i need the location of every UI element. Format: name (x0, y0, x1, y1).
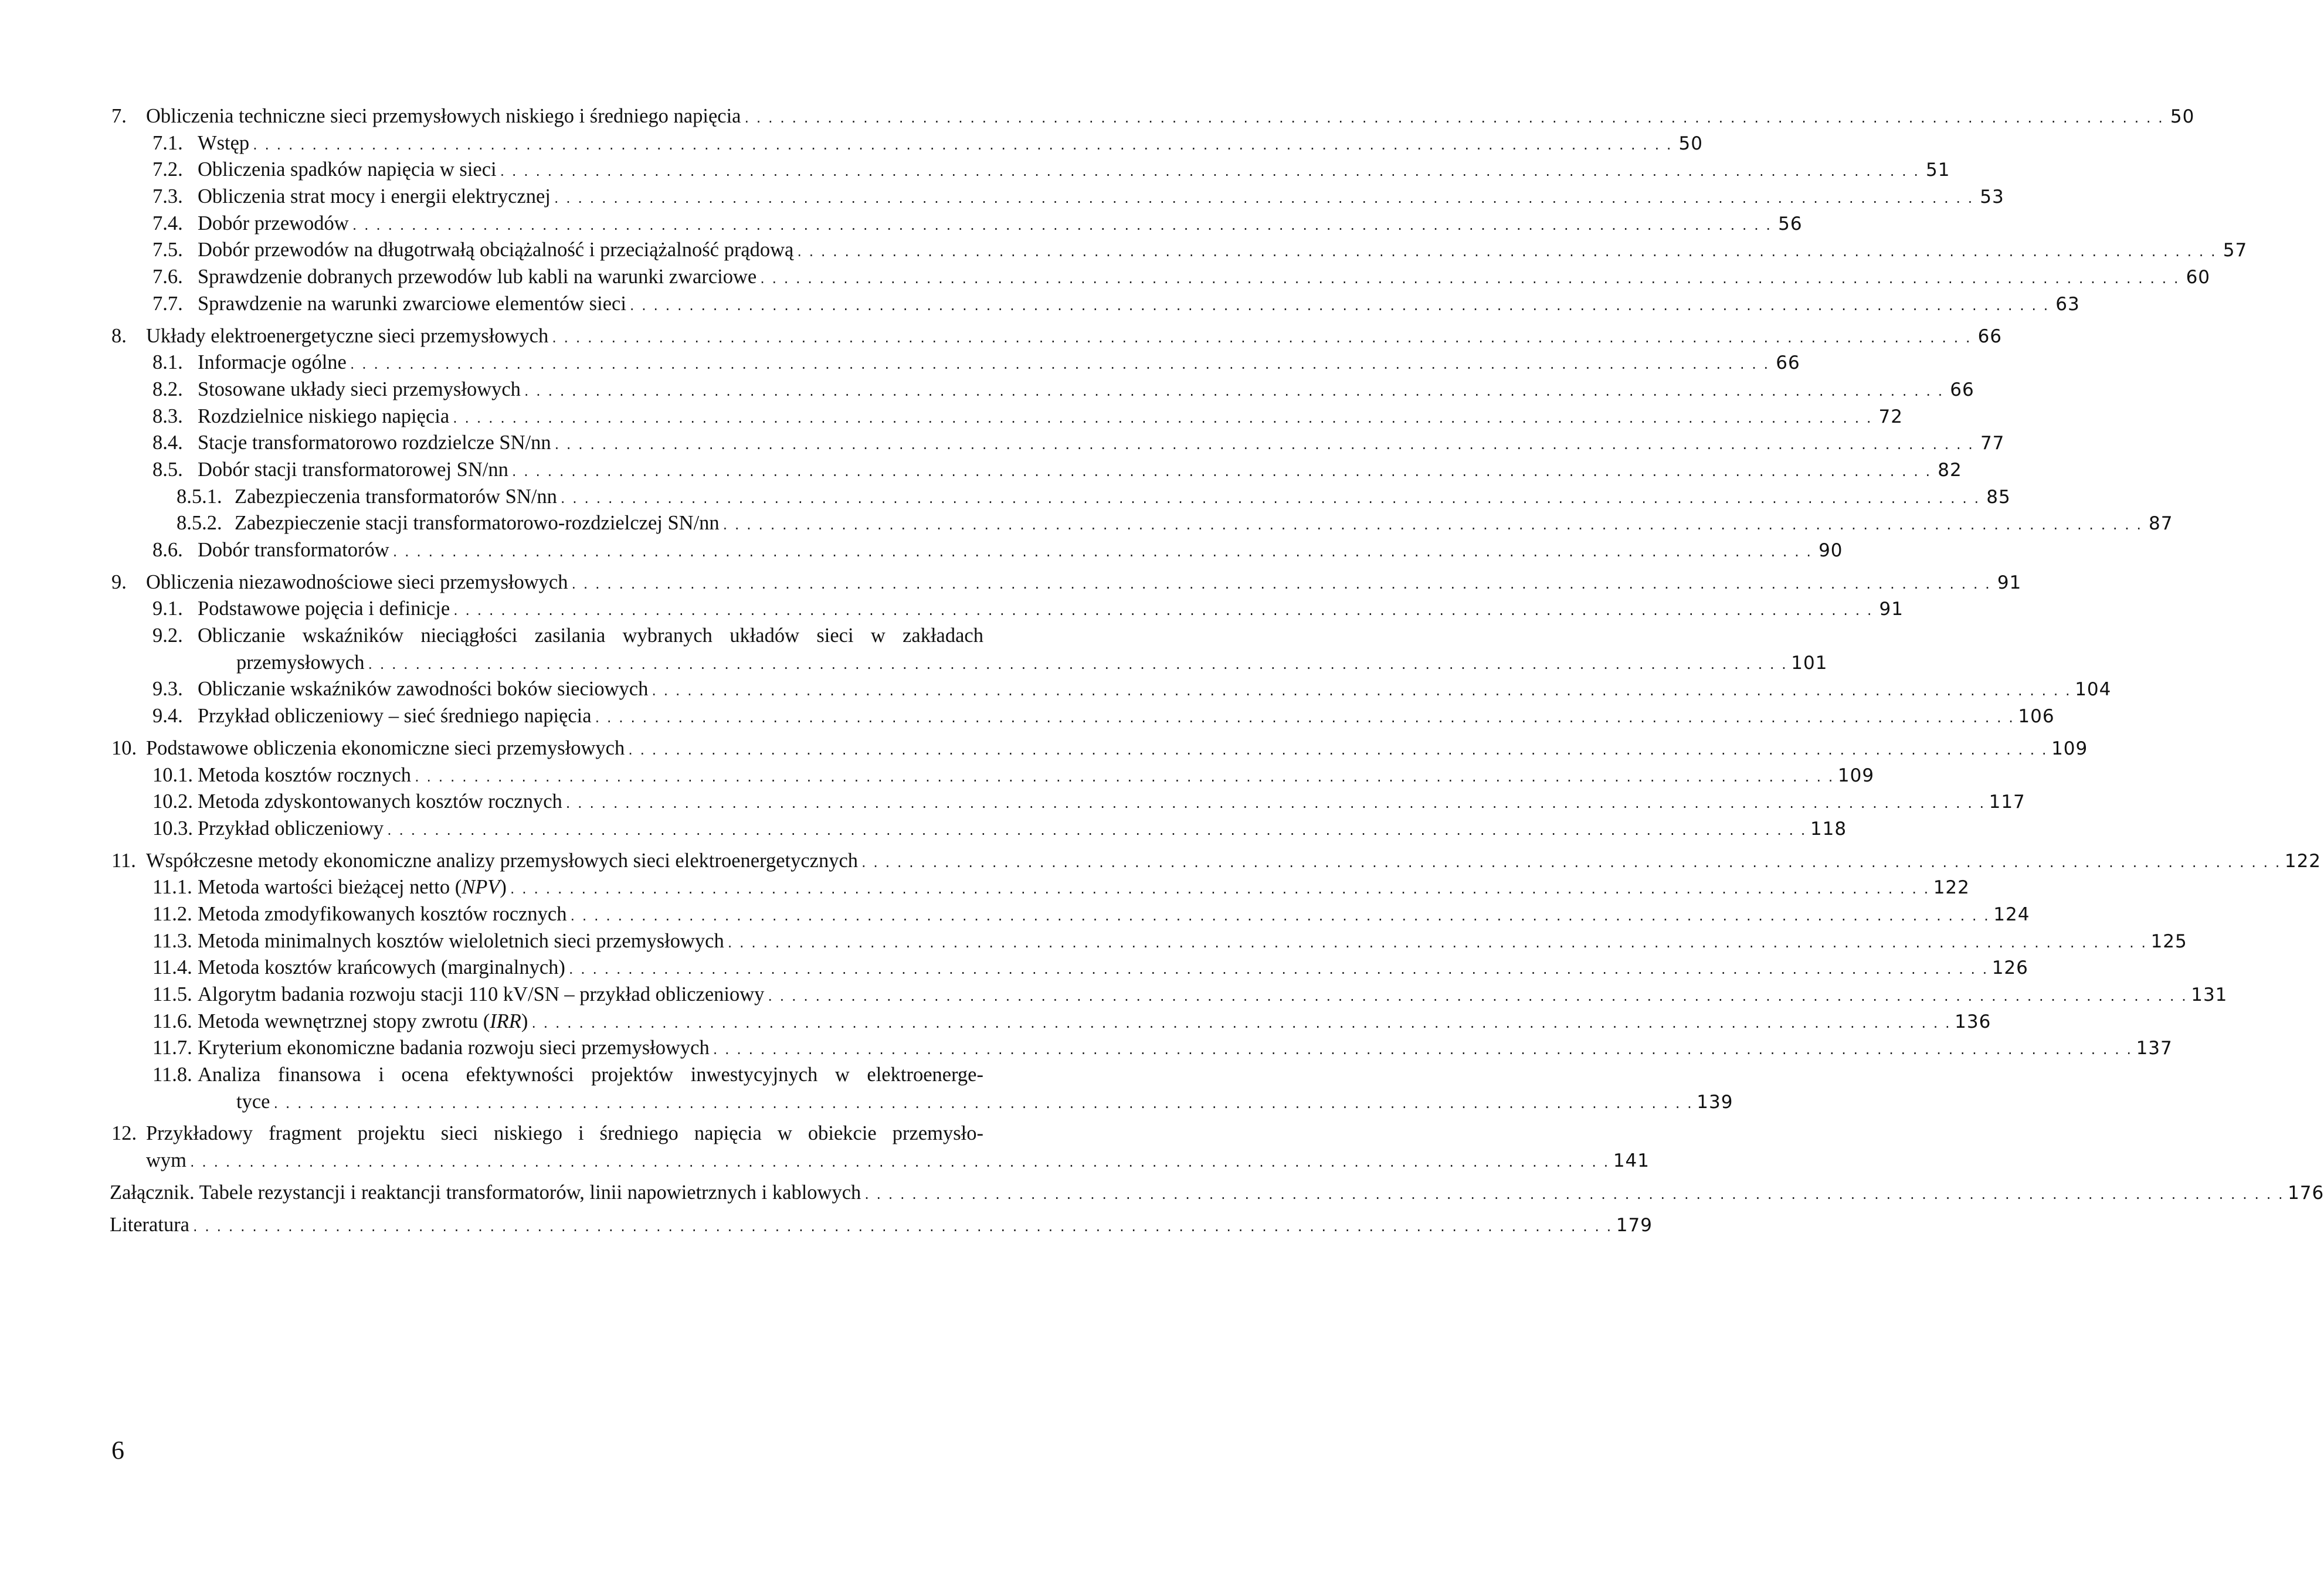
toc-entry-title: Metoda wartości bieżącej netto (NPV) (198, 876, 507, 899)
toc-entry-page: 125 (2150, 930, 2187, 952)
dot-leader: . . . . . . . . . . . . . . . . . . . . . . . . . . . . . . . . . . . . . . . . . . . . . . . . . . . . . . . . . . . . . . . . . . . . . . . . . . . . . . . . . . . . . . . . . . . . . . . . . . . . . . . . . . . . . . . . . . . . . . . . (595, 709, 2015, 726)
dot-leader: . . . . . . . . . . . . . . . . . . . . . . . . . . . . . . . . . . . . . . . . . . . . . . . . . . . . . . . . . . . . . . . . . . . . . . . . . . . . . . . . . . . . . . . . . . . . . . . . . . . . . . . . . . . . . . . . . . . . . . . . (524, 382, 1944, 399)
toc-entry-page: 82 (1938, 459, 1962, 481)
dot-leader: . . . . . . . . . . . . . . . . . . . . . . . . . . . . . . . . . . . . . . . . . . . . . . . . . . . . . . . . . . . . . . . . . . . . . . . . . . . . . . . . . . . . . . . . . . . . . . . . . . . . . . . . . . . . . . . . . . . . . . . . (415, 768, 1834, 785)
toc-entry-page: 66 (1977, 325, 2003, 347)
dot-leader: . . . . . . . . . . . . . . . . . . . . . . . . . . . . . . . . . . . . . . . . . . . . . . . . . . . . . . . . . . . . . . . . . . . . . . . . . . . . . . . . . . . . . . . . . . . . . . . . . . . . . . . . . . . . . . . . . . . . . . . . (253, 136, 1672, 153)
toc-entry-title: Analiza finansowa i ocena efektywności projektów inwestycyjnych w elektroenerge- (198, 1064, 983, 1086)
toc-entry-number: 8.5.1. (177, 485, 222, 508)
toc-entry-title-continuation: tyce (236, 1090, 270, 1113)
toc-entry-page: 91 (1997, 572, 2022, 593)
toc-entry-number: 11.2. (152, 902, 192, 925)
toc-entry-title: Obliczenia techniczne sieci przemysłowych niskiego i średniego napięcia (146, 105, 741, 127)
toc-entry-number: 11.6. (152, 1010, 192, 1032)
toc-entry-title-continuation: przemysłowych (236, 651, 365, 674)
toc-entry (110, 1120, 1650, 1174)
toc-entry-number: 9.1. (152, 597, 183, 620)
toc-entry-title: Zabezpieczenie stacji transformatorowo-rozdzielczej SN/nn (235, 512, 720, 535)
toc-entry (110, 901, 2030, 928)
dot-leader: . . . . . . . . . . . . . . . . . . . . . . . . . . . . . . . . . . . . . . . . . . . . . . . . . . . . . . . . . . . . . . . . . . . . . . . . . . . . . . . . . . . . . . . . . . . . . . . . . . . . . . . . . . . . . . . . . . . . . . . . (722, 517, 2143, 534)
toc-entry-title: Wstęp (198, 131, 250, 154)
toc-entry-title: Przykład obliczeniowy – sieć średniego napięcia (198, 705, 592, 728)
toc-entry (110, 157, 1950, 184)
dot-leader: . . . . . . . . . . . . . . . . . . . . . . . . . . . . . . . . . . . . . . . . . . . . . . . . . . . . . . . . . . . . . . . . . . . . . . . . . . . . . . . . . . . . . . . . . . . . . . . . . . . . . . . . . . . . . . . . . . . . . . . . (531, 1014, 1952, 1031)
toc-entry (110, 1212, 1653, 1239)
toc-entry-page: 60 (2186, 267, 2211, 288)
toc-entry (110, 762, 1875, 789)
toc-entry-page: 51 (1926, 159, 1950, 181)
toc-entry-title: Obliczanie wskaźników zawodności boków sieciowych (198, 678, 649, 701)
toc-entry (110, 1008, 1991, 1035)
toc-entry-page: 126 (1991, 957, 2028, 979)
toc-entry-title: Sprawdzenie na warunki zwarciowe elementów sieci (198, 292, 626, 315)
toc-entry-title: Podstawowe pojęcia i definicje (198, 597, 450, 620)
toc-entry-number: 10.1. (152, 763, 193, 786)
toc-entry-number: 7. (111, 105, 127, 127)
toc-entry (110, 954, 2028, 981)
toc-entry-title: Dobór transformatorów (198, 539, 389, 561)
toc-entry-number: 11.1. (152, 876, 192, 899)
toc-entry-page: 109 (2051, 738, 2088, 759)
toc-entry-page: 50 (2170, 106, 2195, 127)
toc-entry-page: 122 (2284, 850, 2322, 872)
toc-entry (110, 376, 1974, 403)
dot-leader: . . . . . . . . . . . . . . . . . . . . . . . . . . . . . . . . . . . . . . . . . . . . . . . . . . . . . . . . . . . . . . . . . . . . . . . . . . . . . . . . . . . . . . . . . . . . . . . . . . . . . . . . . . . . . . . . . . . . . . . . (352, 216, 1772, 233)
toc-entry (110, 323, 2003, 350)
dot-leader: . . . . . . . . . . . . . . . . . . . . . . . . . . . . . . . . . . . . . . . . . . . . . . . . . . . . . . . . . . . . . . . . . . . . . . . . . . . . . . . . . . . . . . . . . . . . . . . . . . . . . . . . . . . . . . . . . . . . . . . . (560, 490, 1980, 507)
toc-entry-number: 7.7. (152, 292, 183, 315)
toc-entry-number: 8.5.2. (177, 512, 222, 535)
toc-entry-number: 10. (111, 736, 137, 759)
toc-entry-page: 57 (2223, 240, 2248, 261)
toc-entry (110, 210, 1803, 237)
toc-entry-number: 12. (111, 1122, 137, 1145)
toc-entry-page: 136 (1955, 1011, 1991, 1032)
toc-entry-page: 63 (2055, 293, 2080, 315)
toc-entry (110, 403, 1903, 430)
toc-entry-number: 10.3. (152, 817, 193, 840)
toc-entry-abbreviation: IRR (490, 1010, 521, 1032)
toc-entry-title: Metoda kosztów krańcowych (marginalnych) (198, 956, 565, 979)
toc-entry-title: Metoda minimalnych kosztów wieloletnich sieci przemysłowych (198, 929, 724, 952)
toc-entry-title: Algorytm badania rozwoju stacji 110 kV/SN – przykład obliczeniowy (198, 983, 765, 1006)
toc-entry-page: 137 (2136, 1038, 2173, 1059)
toc-entry-title: Układy elektroenergetyczne sieci przemysłowych (146, 324, 549, 347)
toc-entry-title-continuation: wym (146, 1149, 186, 1172)
toc-entry (110, 848, 2322, 875)
toc-entry-number: 7.5. (152, 239, 183, 261)
toc-entry-page: 85 (1986, 486, 2011, 508)
toc-entry-title: Dobór przewodów (198, 212, 349, 235)
dot-leader: . . . . . . . . . . . . . . . . . . . . . . . . . . . . . . . . . . . . . . . . . . . . . . . . . . . . . . . . . . . . . . . . . . . . . . . . . . . . . . . . . . . . . . . . . . . . . . . . . . . . . . . . . . . . . . . . . . . . . . . . (510, 881, 1930, 898)
toc-entry-number: 8.4. (152, 432, 183, 454)
toc-entry (110, 1180, 2324, 1207)
toc-entry-title: Obliczenia spadków napięcia w sieci (198, 158, 497, 181)
toc-entry (110, 676, 2112, 703)
toc-entry-page: 50 (1678, 132, 1703, 154)
toc-entry (110, 789, 2026, 816)
dot-leader: . . . . . . . . . . . . . . . . . . . . . . . . . . . . . . . . . . . . . . . . . . . . . . . . . . . . . . . . . . . . . . . . . . . . . . . . . . . . . . . . . . . . . . . . . . . . . . . . . . . . . . . . . . . . . . . . . . . . . . . . (570, 907, 1990, 924)
dot-leader: . . . . . . . . . . . . . . . . . . . . . . . . . . . . . . . . . . . . . . . . . . . . . . . . . . . . . . . . . . . . . . . . . . . . . . . . . . . . . . . . . . . . . . . . . . . . . . . . . . . . . . . . . . . . . . . . . . . . . . . . (500, 163, 1920, 180)
toc-entry-page: 104 (2075, 679, 2112, 701)
toc-entry (110, 596, 1904, 623)
dot-leader: . . . . . . . . . . . . . . . . . . . . . . . . . . . . . . . . . . . . . . . . . . . . . . . . . . . . . . . . . . . . . . . . . . . . . . . . . . . . . . . . . . . . . . . . . . . . . . . . . . . . . . . . . . . . . . . . . . . . . . . . (568, 961, 1989, 978)
toc-entry-page: 72 (1878, 406, 1903, 427)
dot-leader: . . . . . . . . . . . . . . . . . . . . . . . . . . . . . . . . . . . . . . . . . . . . . . . . . . . . . . . . . . . . . . . . . . . . . . . . . . . . . . . . . . . . . . . . . . . . . . . . . . . . . . . . . . . . . . . . . . . . . . . . (350, 356, 1770, 373)
toc-entry-page: 179 (1616, 1214, 1653, 1236)
toc-entry-page: 77 (1980, 433, 2005, 454)
toc-entry-number: 9.3. (152, 678, 183, 701)
toc-entry-title: Obliczenia strat mocy i energii elektrycznej (198, 185, 551, 208)
toc-entry-title: Dobór stacji transformatorowej SN/nn (198, 458, 508, 481)
toc-entry-number: 11. (111, 849, 136, 872)
dot-leader: . . . . . . . . . . . . . . . . . . . . . . . . . . . . . . . . . . . . . . . . . . . . . . . . . . . . . . . . . . . . . . . . . . . . . . . . . . . . . . . . . . . . . . . . . . . . . . . . . . . . . . . . . . . . . . . . . . . . . . . . (193, 1218, 1613, 1235)
toc-entry-page: 101 (1791, 652, 1828, 674)
toc-entry-page: 87 (2149, 513, 2173, 535)
toc-entry-page: 118 (1810, 818, 1847, 840)
toc-entry-number: 8. (111, 324, 127, 347)
toc-entry-number: 7.2. (152, 158, 183, 181)
toc-entry-title: Sprawdzenie dobranych przewodów lub kabli na warunki zwarciowe (198, 266, 757, 288)
toc-entry-page: 66 (1950, 379, 1974, 400)
toc-entry-title: Obliczenia niezawodnościowe sieci przemysłowych (146, 570, 568, 593)
toc-entry-title: Literatura (110, 1213, 189, 1236)
toc-entry-page: 109 (1837, 765, 1875, 786)
toc-entry-number: 8.3. (152, 405, 183, 427)
toc-entry-title: Współczesne metody ekonomiczne analizy przemysłowych sieci elektroenergetycznych (146, 849, 859, 872)
toc-entry (110, 981, 2228, 1008)
toc-entry-number: 8.5. (152, 458, 183, 481)
toc-entry-page: 106 (2018, 706, 2055, 728)
dot-leader: . . . . . . . . . . . . . . . . . . . . . . . . . . . . . . . . . . . . . . . . . . . . . . . . . . . . . . . . . . . . . . . . . . . . . . . . . . . . . . . . . . . . . . . . . . . . . . . . . . . . . . . . . . . . . . . . . . . . . . . . (190, 1154, 1610, 1171)
toc-entry-title: Zabezpieczenia transformatorów SN/nn (235, 485, 557, 508)
toc-entry (110, 735, 2088, 762)
toc-entry (110, 537, 1843, 564)
toc-entry (110, 1035, 2173, 1062)
toc-entry-page: 122 (1933, 877, 1970, 899)
toc-entry-title: Stosowane układy sieci przemysłowych (198, 378, 521, 400)
dot-leader: . . . . . . . . . . . . . . . . . . . . . . . . . . . . . . . . . . . . . . . . . . . . . . . . . . . . . . . . . . . . . . . . . . . . . . . . . . . . . . . . . . . . . . . . . . . . . . . . . . . . . . . . . . . . . . . . . . . . . . . . (552, 329, 1972, 346)
toc-entry (110, 623, 1828, 676)
toc-entry-number: 9. (111, 570, 127, 593)
toc-entry-number: 8.6. (152, 539, 183, 561)
dot-leader: . . . . . . . . . . . . . . . . . . . . . . . . . . . . . . . . . . . . . . . . . . . . . . . . . . . . . . . . . . . . . . . . . . . . . . . . . . . . . . . . . . . . . . . . . . . . . . . . . . . . . . . . . . . . . . . . . . . . . . . . (864, 1185, 2285, 1202)
dot-leader: . . . . . . . . . . . . . . . . . . . . . . . . . . . . . . . . . . . . . . . . . . . . . . . . . . . . . . . . . . . . . . . . . . . . . . . . . . . . . . . . . . . . . . . . . . . . . . . . . . . . . . . . . . . . . . . . . . . . . . . . (629, 297, 2050, 314)
toc-entry-number: 11.8. (152, 1064, 192, 1086)
toc-entry-number: 8.1. (152, 351, 183, 374)
toc-entry (110, 569, 2022, 596)
toc-entry (110, 130, 1703, 157)
dot-leader: . . . . . . . . . . . . . . . . . . . . . . . . . . . . . . . . . . . . . . . . . . . . . . . . . . . . . . . . . . . . . . . . . . . . . . . . . . . . . . . . . . . . . . . . . . . . . . . . . . . . . . . . . . . . . . . . . . . . . . . . (554, 190, 1974, 207)
toc-entry-abbreviation: NPV (462, 876, 500, 899)
toc-entry (110, 484, 2011, 511)
toc-entry-title: Przykład obliczeniowy (198, 817, 384, 840)
toc-entry-title: Metoda kosztów rocznych (198, 763, 412, 786)
dot-leader: . . . . . . . . . . . . . . . . . . . . . . . . . . . . . . . . . . . . . . . . . . . . . . . . . . . . . . . . . . . . . . . . . . . . . . . . . . . . . . . . . . . . . . . . . . . . . . . . . . . . . . . . . . . . . . . . . . . . . . . . (565, 795, 1986, 812)
toc-entry (110, 430, 2005, 457)
toc-entry-number: 7.1. (152, 131, 183, 154)
dot-leader: . . . . . . . . . . . . . . . . . . . . . . . . . . . . . . . . . . . . . . . . . . . . . . . . . . . . . . . . . . . . . . . . . . . . . . . . . . . . . . . . . . . . . . . . . . . . . . . . . . . . . . . . . . . . . . . . . . . . . . . . (453, 602, 1873, 619)
toc-entry-page: 131 (2191, 984, 2228, 1006)
dot-leader: . . . . . . . . . . . . . . . . . . . . . . . . . . . . . . . . . . . . . . . . . . . . . . . . . . . . . . . . . . . . . . . . . . . . . . . . . . . . . . . . . . . . . . . . . . . . . . . . . . . . . . . . . . . . . . . . . . . . . . . . (768, 988, 2188, 1005)
dot-leader: . . . . . . . . . . . . . . . . . . . . . . . . . . . . . . . . . . . . . . . . . . . . . . . . . . . . . . . . . . . . . . . . . . . . . . . . . . . . . . . . . . . . . . . . . . . . . . . . . . . . . . . . . . . . . . . . . . . . . . . . (392, 543, 1813, 560)
toc-entry (110, 291, 2080, 318)
toc-entry-page: 56 (1778, 213, 1803, 235)
dot-leader: . . . . . . . . . . . . . . . . . . . . . . . . . . . . . . . . . . . . . . . . . . . . . . . . . . . . . . . . . . . . . . . . . . . . . . . . . . . . . . . . . . . . . . . . . . . . . . . . . . . . . . . . . . . . . . . . . . . . . . . . (387, 821, 1807, 838)
toc-entry (110, 874, 1970, 901)
dot-leader: . . . . . . . . . . . . . . . . . . . . . . . . . . . . . . . . . . . . . . . . . . . . . . . . . . . . . . . . . . . . . . . . . . . . . . . . . . . . . . . . . . . . . . . . . . . . . . . . . . . . . . . . . . . . . . . . . . . . . . . . (713, 1041, 2133, 1058)
toc-entry-page: 139 (1697, 1091, 1733, 1113)
dot-leader: . . . . . . . . . . . . . . . . . . . . . . . . . . . . . . . . . . . . . . . . . . . . . . . . . . . . . . . . . . . . . . . . . . . . . . . . . . . . . . . . . . . . . . . . . . . . . . . . . . . . . . . . . . . . . . . . . . . . . . . . (797, 243, 2217, 260)
dot-leader: . . . . . . . . . . . . . . . . . . . . . . . . . . . . . . . . . . . . . . . . . . . . . . . . . . . . . . . . . . . . . . . . . . . . . . . . . . . . . . . . . . . . . . . . . . . . . . . . . . . . . . . . . . . . . . . . . . . . . . . . (760, 270, 2180, 287)
toc-entry-title: Dobór przewodów na długotrwałą obciążalność i przeciążalność prądową (198, 239, 794, 261)
toc-entry (110, 816, 1847, 842)
toc-entry-title: Metoda wewnętrznej stopy zwrotu (IRR) (198, 1010, 528, 1032)
toc-entry (110, 1062, 1733, 1115)
toc-entry (110, 349, 1800, 376)
toc-entry-page: 53 (1980, 186, 2004, 208)
toc-entry-title: Stacje transformatorowo rozdzielcze SN/nn (198, 432, 551, 454)
toc-entry-title: Podstawowe obliczenia ekonomiczne sieci przemysłowych (146, 736, 625, 759)
toc-entry-number: 11.3. (152, 929, 192, 952)
toc-entry (110, 184, 2004, 210)
dot-leader: . . . . . . . . . . . . . . . . . . . . . . . . . . . . . . . . . . . . . . . . . . . . . . . . . . . . . . . . . . . . . . . . . . . . . . . . . . . . . . . . . . . . . . . . . . . . . . . . . . . . . . . . . . . . . . . . . . . . . . . . (727, 934, 2147, 951)
toc-entry-page: 90 (1819, 540, 1843, 561)
toc-entry-title: Kryterium ekonomiczne badania rozwoju sieci przemysłowych (198, 1037, 710, 1059)
toc-entry-number: 11.4. (152, 956, 192, 979)
dot-leader: . . . . . . . . . . . . . . . . . . . . . . . . . . . . . . . . . . . . . . . . . . . . . . . . . . . . . . . . . . . . . . . . . . . . . . . . . . . . . . . . . . . . . . . . . . . . . . . . . . . . . . . . . . . . . . . . . . . . . . . . (744, 110, 2164, 126)
toc-entry-number: 9.4. (152, 705, 183, 728)
toc-entry (110, 703, 2055, 730)
toc-entry (110, 510, 2173, 537)
toc-entry-number: 7.4. (152, 212, 183, 235)
toc-entry (110, 928, 2187, 955)
toc-entry-number: 11.7. (152, 1037, 192, 1059)
dot-leader: . . . . . . . . . . . . . . . . . . . . . . . . . . . . . . . . . . . . . . . . . . . . . . . . . . . . . . . . . . . . . . . . . . . . . . . . . . . . . . . . . . . . . . . . . . . . . . . . . . . . . . . . . . . . . . . . . . . . . . . . (628, 741, 2048, 758)
toc-entry (110, 103, 2195, 130)
toc-entry-page: 91 (1879, 599, 1904, 620)
toc-entry (110, 457, 1962, 484)
toc-entry-title: Metoda zmodyfikowanych kosztów rocznych (198, 902, 567, 925)
dot-leader: . . . . . . . . . . . . . . . . . . . . . . . . . . . . . . . . . . . . . . . . . . . . . . . . . . . . . . . . . . . . . . . . . . . . . . . . . . . . . . . . . . . . . . . . . . . . . . . . . . . . . . . . . . . . . . . . . . . . . . . . (273, 1095, 1694, 1112)
dot-leader: . . . . . . . . . . . . . . . . . . . . . . . . . . . . . . . . . . . . . . . . . . . . . . . . . . . . . . . . . . . . . . . . . . . . . . . . . . . . . . . . . . . . . . . . . . . . . . . . . . . . . . . . . . . . . . . . . . . . . . . . (368, 655, 1788, 672)
toc-entry-title: Obliczanie wskaźników nieciągłości zasilania wybranych układów sieci w zakładach (198, 624, 983, 647)
toc-entry-title: Metoda zdyskontowanych kosztów rocznych (198, 790, 562, 813)
dot-leader: . . . . . . . . . . . . . . . . . . . . . . . . . . . . . . . . . . . . . . . . . . . . . . . . . . . . . . . . . . . . . . . . . . . . . . . . . . . . . . . . . . . . . . . . . . . . . . . . . . . . . . . . . . . . . . . . . . . . . . . . (453, 409, 1872, 426)
toc-entry-title: Rozdzielnice niskiego napięcia (198, 405, 450, 427)
toc-entry-number: 8.2. (152, 378, 183, 400)
toc-entry-page: 141 (1613, 1150, 1650, 1172)
dot-leader: . . . . . . . . . . . . . . . . . . . . . . . . . . . . . . . . . . . . . . . . . . . . . . . . . . . . . . . . . . . . . . . . . . . . . . . . . . . . . . . . . . . . . . . . . . . . . . . . . . . . . . . . . . . . . . . . . . . . . . . . (652, 682, 2072, 699)
dot-leader: . . . . . . . . . . . . . . . . . . . . . . . . . . . . . . . . . . . . . . . . . . . . . . . . . . . . . . . . . . . . . . . . . . . . . . . . . . . . . . . . . . . . . . . . . . . . . . . . . . . . . . . . . . . . . . . . . . . . . . . . (511, 463, 1932, 480)
dot-leader: . . . . . . . . . . . . . . . . . . . . . . . . . . . . . . . . . . . . . . . . . . . . . . . . . . . . . . . . . . . . . . . . . . . . . . . . . . . . . . . . . . . . . . . . . . . . . . . . . . . . . . . . . . . . . . . . . . . . . . . . (861, 854, 2281, 871)
toc-entry (110, 237, 2248, 264)
toc-entry-number: 7.6. (152, 266, 183, 288)
toc-entry-title: Informacje ogólne (198, 351, 347, 374)
toc-entry-number: 9.2. (152, 624, 183, 647)
toc-entry-title: Przykładowy fragment projektu sieci niskiego i średniego napięcia w obiekcie przemysło- (146, 1122, 983, 1145)
toc-entry-page: 176 (2288, 1182, 2324, 1204)
toc-entry-title: Załącznik. Tabele rezystancji i reaktancji transformatorów, linii napowietrznych i kablowych (110, 1181, 861, 1204)
toc-entry-page: 66 (1776, 352, 1800, 374)
dot-leader: . . . . . . . . . . . . . . . . . . . . . . . . . . . . . . . . . . . . . . . . . . . . . . . . . . . . . . . . . . . . . . . . . . . . . . . . . . . . . . . . . . . . . . . . . . . . . . . . . . . . . . . . . . . . . . . . . . . . . . . . (554, 436, 1974, 453)
toc-entry (110, 264, 2211, 291)
toc-entry-number: 11.5. (152, 983, 192, 1006)
toc-entry-number: 10.2. (152, 790, 193, 813)
table-of-contents (110, 103, 2324, 1238)
dot-leader: . . . . . . . . . . . . . . . . . . . . . . . . . . . . . . . . . . . . . . . . . . . . . . . . . . . . . . . . . . . . . . . . . . . . . . . . . . . . . . . . . . . . . . . . . . . . . . . . . . . . . . . . . . . . . . . . . . . . . . . . (571, 575, 1991, 592)
toc-entry-page: 117 (1989, 791, 2026, 813)
toc-entry-number: 7.3. (152, 185, 183, 208)
page-number: 6 (111, 1436, 124, 1465)
toc-entry-page: 124 (1993, 903, 2030, 925)
